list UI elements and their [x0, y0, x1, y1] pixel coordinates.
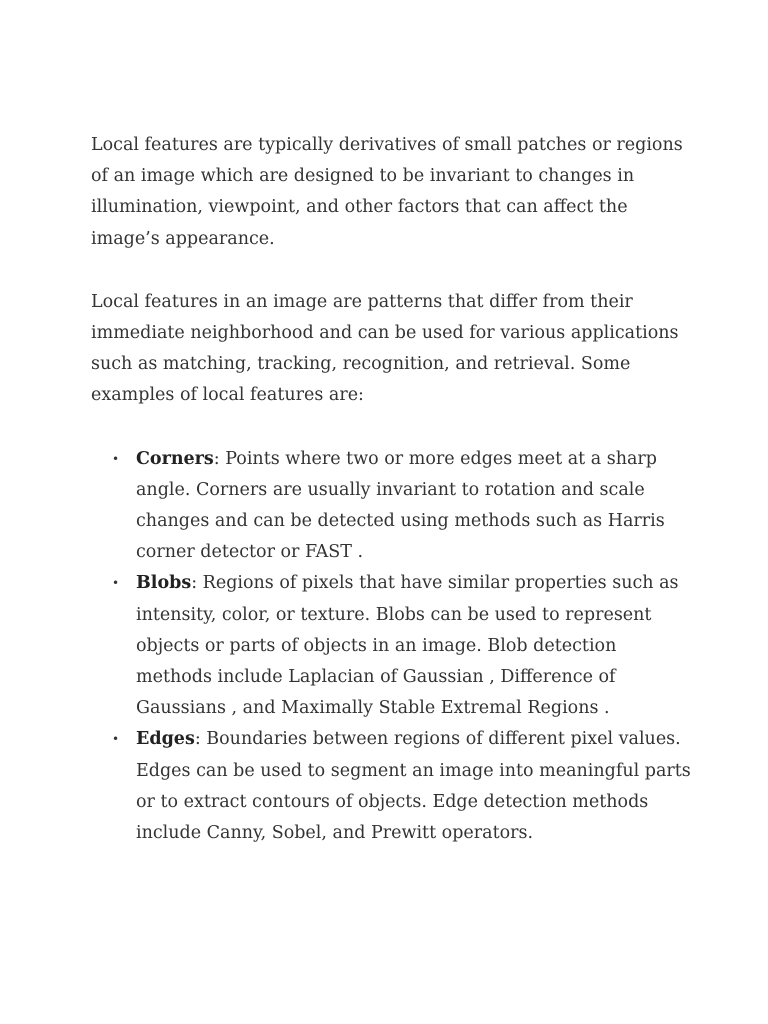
term-edges: Edges	[136, 729, 195, 750]
bullet-icon: •	[112, 451, 120, 466]
definition-corners: : Points where two or more edges meet at a sharp angle. Corners are usually invariant to rotation and scale changes and can be detected using methods such as Harris corner detector or FAST .	[136, 448, 665, 563]
intro-paragraph: Local features are typically derivatives of small patches or regions of an image which are designed to be invariant to changes in illumination, viewpoint, and other factors that can affect the image’s appearance.	[91, 135, 683, 249]
bullet-icon: •	[112, 576, 120, 591]
list-item-edges	[91, 724, 691, 849]
definition-blobs: : Regions of pixels that have similar properties such as intensity, color, or texture. Blobs can be used to represent objects or parts of objects in an image. Blob detection methods include Laplacian of Gaussian , Difference of Gaussians , and Maximally Stable Extremal Regions .	[136, 573, 679, 719]
term-corners: Corners	[136, 448, 214, 469]
feature-list	[91, 444, 691, 850]
bullet-icon: •	[112, 732, 120, 747]
list-item-corners	[91, 444, 691, 569]
list-item-blobs	[91, 568, 691, 724]
term-blobs: Blobs	[136, 573, 192, 594]
examples-paragraph: Local features in an image are patterns that differ from their immediate neighborhood and can be used for various applications such as matching, tracking, recognition, and retrieval. Some examples of local features are:	[91, 291, 679, 406]
article-body	[91, 130, 691, 849]
definition-edges: : Boundaries between regions of different pixel values. Edges can be used to segment an image into meaningful parts or to extract contours of objects. Edge detection methods include Canny, Sobel, and Prewitt operators.	[136, 729, 691, 844]
